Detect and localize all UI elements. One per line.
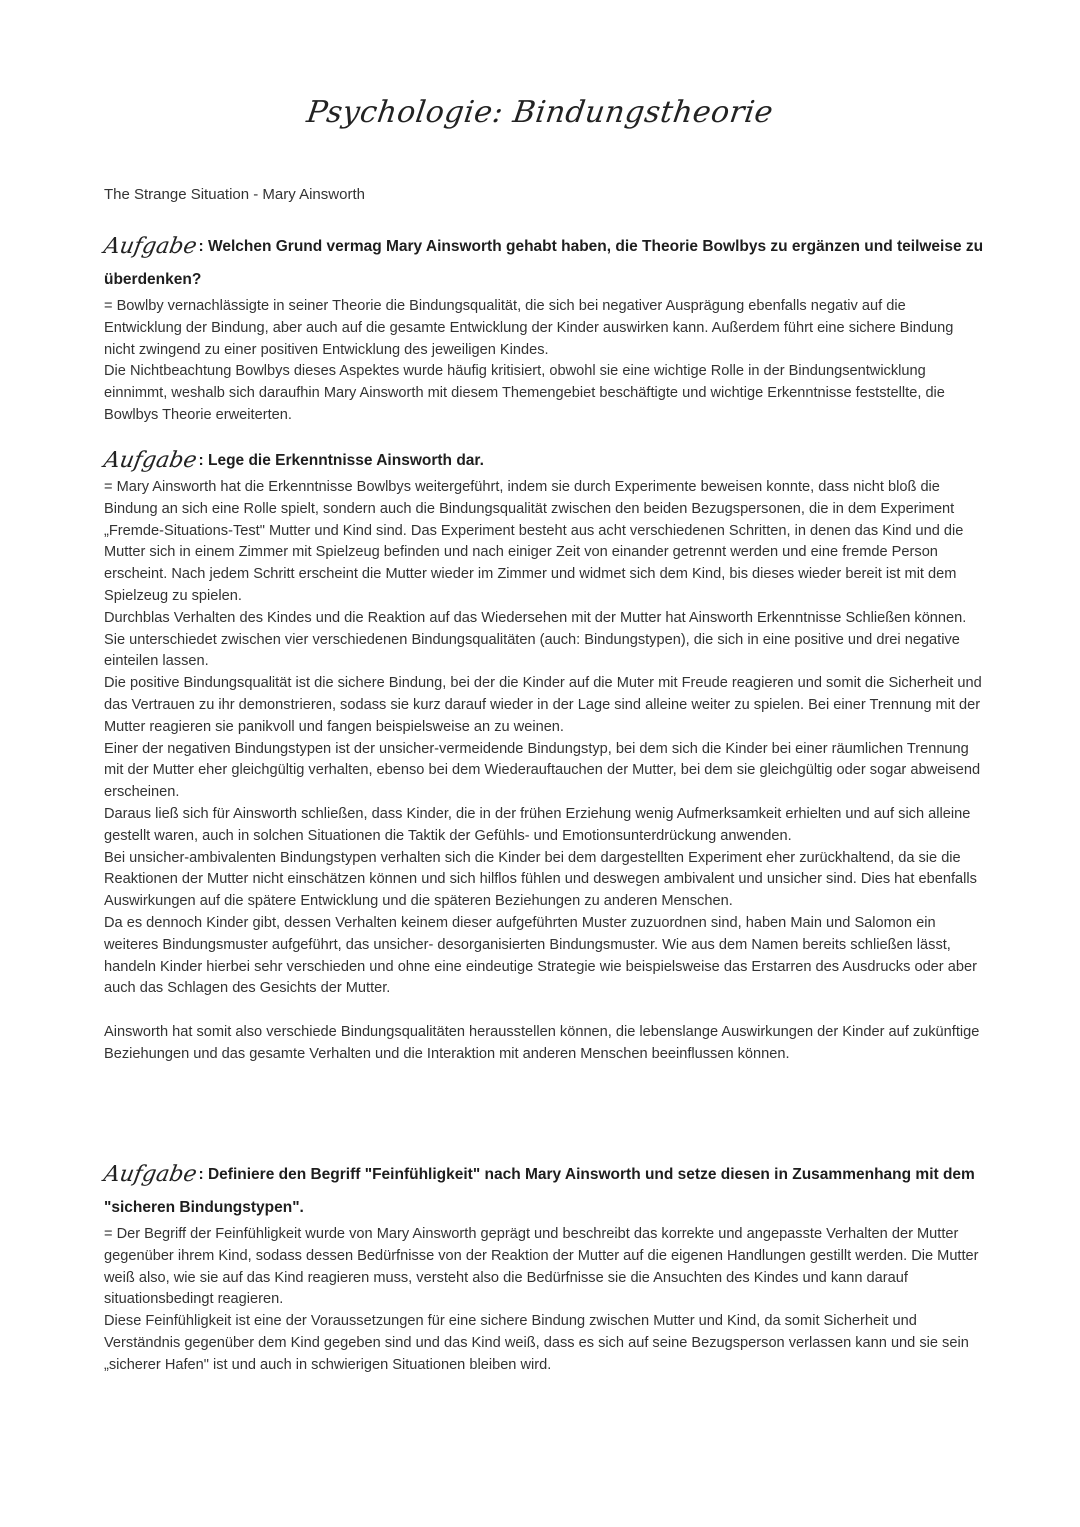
answer-paragraph: Daraus ließ sich für Ainsworth schließen, dass Kinder, die in der frühen Erziehung wenig Aufmerksamkeit erhielten und auf sich alleine gestellt waren, auch in solchen Situationen die Taktik der Gefühls- und Emotionsunterdrückung anwenden. bbox=[104, 805, 971, 844]
answer-paragraph: Ainsworth hat somit also verschiede Bindungsqualitäten herausstellen können, die lebenslange Auswirkungen der Kinder auf zukünftige Beziehungen und das gesamte Verhalten und die Interaktion mit anderen Menschen beeinflussen können. bbox=[104, 1023, 980, 1062]
question-text: : Lege die Erkenntnisse Ainsworth dar. bbox=[198, 452, 484, 469]
answer-paragraph: Die Nichtbeachtung Bowlbys dieses Aspektes wurde häufig kritisiert, obwohl sie eine wichtige Rolle in der Bindungsentwicklung einnimmt, weshalb sich daraufhin Mary Ainsworth mit diesem Themengebiet beschäftigte und wichtige Erkenntnisse feststellte, die Bowlbys Theorie erweiterten. bbox=[104, 363, 945, 423]
question-text: : Definiere den Begriff "Feinfühligkeit" nach Mary Ainsworth und setze diesen in Zusammenhang mit dem "sicheren Bindungstypen". bbox=[104, 1166, 975, 1216]
answer-paragraph: Sie unterschiedet zwischen vier verschiedenen Bindungsqualitäten (auch: Bindungstypen), die sich in eine positive und drei negative einteilen lassen. bbox=[104, 631, 960, 670]
answer-paragraph: Einer der negativen Bindungstypen ist der unsicher-vermeidende Bindungstyp, bei dem sich die Kinder bei einer räumlichen Trennung mit der Mutter eher gleichgültig verhalten, ebenso bei dem Wiederauftauchen der Mutter, bei dem sie gleichgültig oder sogar abweisend erscheinen. bbox=[104, 740, 981, 801]
document-subtitle: The Strange Situation - Mary Ainsworth bbox=[104, 186, 365, 203]
answer-paragraph: Die positive Bindungsqualität ist die sichere Bindung, bei der die Kinder auf die Muter mit Freude reagieren und somit die Sicherheit und das Vertrauen zu ihr demonstrieren, sodass sie kurz darauf wieder in der Lage sind alleine weiter zu spielen. Bei einer Trennung mit der Mutter reagieren sie panikvoll und fangen beispielsweise an zu weinen. bbox=[104, 675, 982, 735]
answer-paragraph: Da es dennoch Kinder gibt, dessen Verhalten keinem dieser aufgeführten Muster zuzuordnen sind, haben Main und Salomon ein weiteres Bindungsmuster aufgeführt, das unsicher- desorganisierten Bindungsmuster. Wie aus dem Namen bereits schließen lässt, handeln Kinder hierbei sehr verschieden und ohne eine eindeutige Strategie wie beispielsweise das Erstarren des Ausdrucks oder aber auch das Schlagen des Gesichts der Mutter. bbox=[104, 914, 977, 997]
aufgabe-label: Aufgabe bbox=[101, 234, 199, 259]
answer-paragraph: = Der Begriff der Feinfühligkeit wurde von Mary Ainsworth geprägt und beschreibt das korrekte und angepasste Verhalten der Mutter gegenüber ihrem Kind, sodass dessen Bedürfnisse von der Reaktion der Mutter auf die eigenen Handlungen gestillt werden. Die Mutter weiß also, wie sie auf das Kind reagieren muss, versteht also die Bedürfnisse sie die Ansuchten des Kindes und kann darauf situationsbedingt reagieren. bbox=[104, 1226, 979, 1308]
answer-paragraph: Bei unsicher-ambivalenten Bindungstypen verhalten sich die Kinder bei dem dargestellten Experiment eher zurückhaltend, da sie die Reaktionen der Mutter nicht einschätzen können und sich hilflos fühlen und deswegen ambivalent und unsicher sind. Dies hat ebenfalls Auswirkungen auf die spätere Entwicklung und die späteren Beziehungen zu anderen Menschen. bbox=[104, 849, 977, 910]
task-question bbox=[101, 230, 984, 296]
question-text: : Welchen Grund vermag Mary Ainsworth gehabt haben, die Theorie Bowlbys zu ergänzen und teilweise zu überdenken? bbox=[104, 238, 984, 288]
task-section-1 bbox=[101, 230, 984, 427]
task-question bbox=[101, 1158, 984, 1224]
answer-paragraph: Durchblas Verhalten des Kindes und die Reaktion auf das Wiedersehen mit der Mutter hat Ainsworth Erkenntnisse Schließen können. bbox=[104, 609, 967, 626]
answer-paragraph: „Fremde-Situations-Test" Mutter und Kind sind. Das Experiment besteht aus acht verschiedenen Schritten, in denen das Kind und die Mutter sich in einem Zimmer mit Spielzeug befinden und nach einiger Zeit von einander getrennt werden und eine fremde Person erscheint. Nach jedem Schritt erscheint die Mutter wieder im Zimmer und widmet sich dem Kind, bis dieses wieder bereit ist mit dem Spielzeug zu spielen. bbox=[104, 522, 964, 604]
page-title: Psychologie: Bindungstheorie bbox=[304, 95, 776, 130]
aufgabe-label: Aufgabe bbox=[101, 448, 199, 473]
answer-paragraph: Diese Feinfühligkeit ist eine der Voraussetzungen für eine sichere Bindung zwischen Mutter und Kind, da somit Sicherheit und Verständnis gegenüber dem Kind gegeben sind und das Kind weiß, dass es sich auf seine Bezugsperson verlassen kann und sie sein „sicherer Hafen" ist und auch in schwierigen Situationen bleiben wird. bbox=[104, 1313, 969, 1373]
task-section-3 bbox=[101, 1158, 984, 1377]
answer-paragraph: = Bowlby vernachlässigte in seiner Theorie die Bindungsqualität, die sich bei negativer Ausprägung ebenfalls negativ auf die Entwicklung der Bindung, aber auch auf die gesamte Entwicklung der Kinder auswirken kann. Außerdem führt eine sichere Bindung nicht zwingend zu einer positiven Entwicklung des jeweiligen Kindes. bbox=[104, 298, 954, 358]
paragraph-spacer bbox=[104, 1000, 984, 1022]
task-question bbox=[101, 444, 984, 477]
answer-paragraph: = Mary Ainsworth hat die Erkenntnisse Bowlbys weitergeführt, indem sie durch Experimente beweisen konnte, dass nicht bloß die Bindung an sich eine Rolle spielt, sondern auch die Bindungsqualität zwischen den beiden Bezugspersonen, die in dem Experiment bbox=[104, 479, 955, 517]
task-section-2 bbox=[101, 444, 984, 1066]
aufgabe-label: Aufgabe bbox=[101, 1162, 199, 1187]
